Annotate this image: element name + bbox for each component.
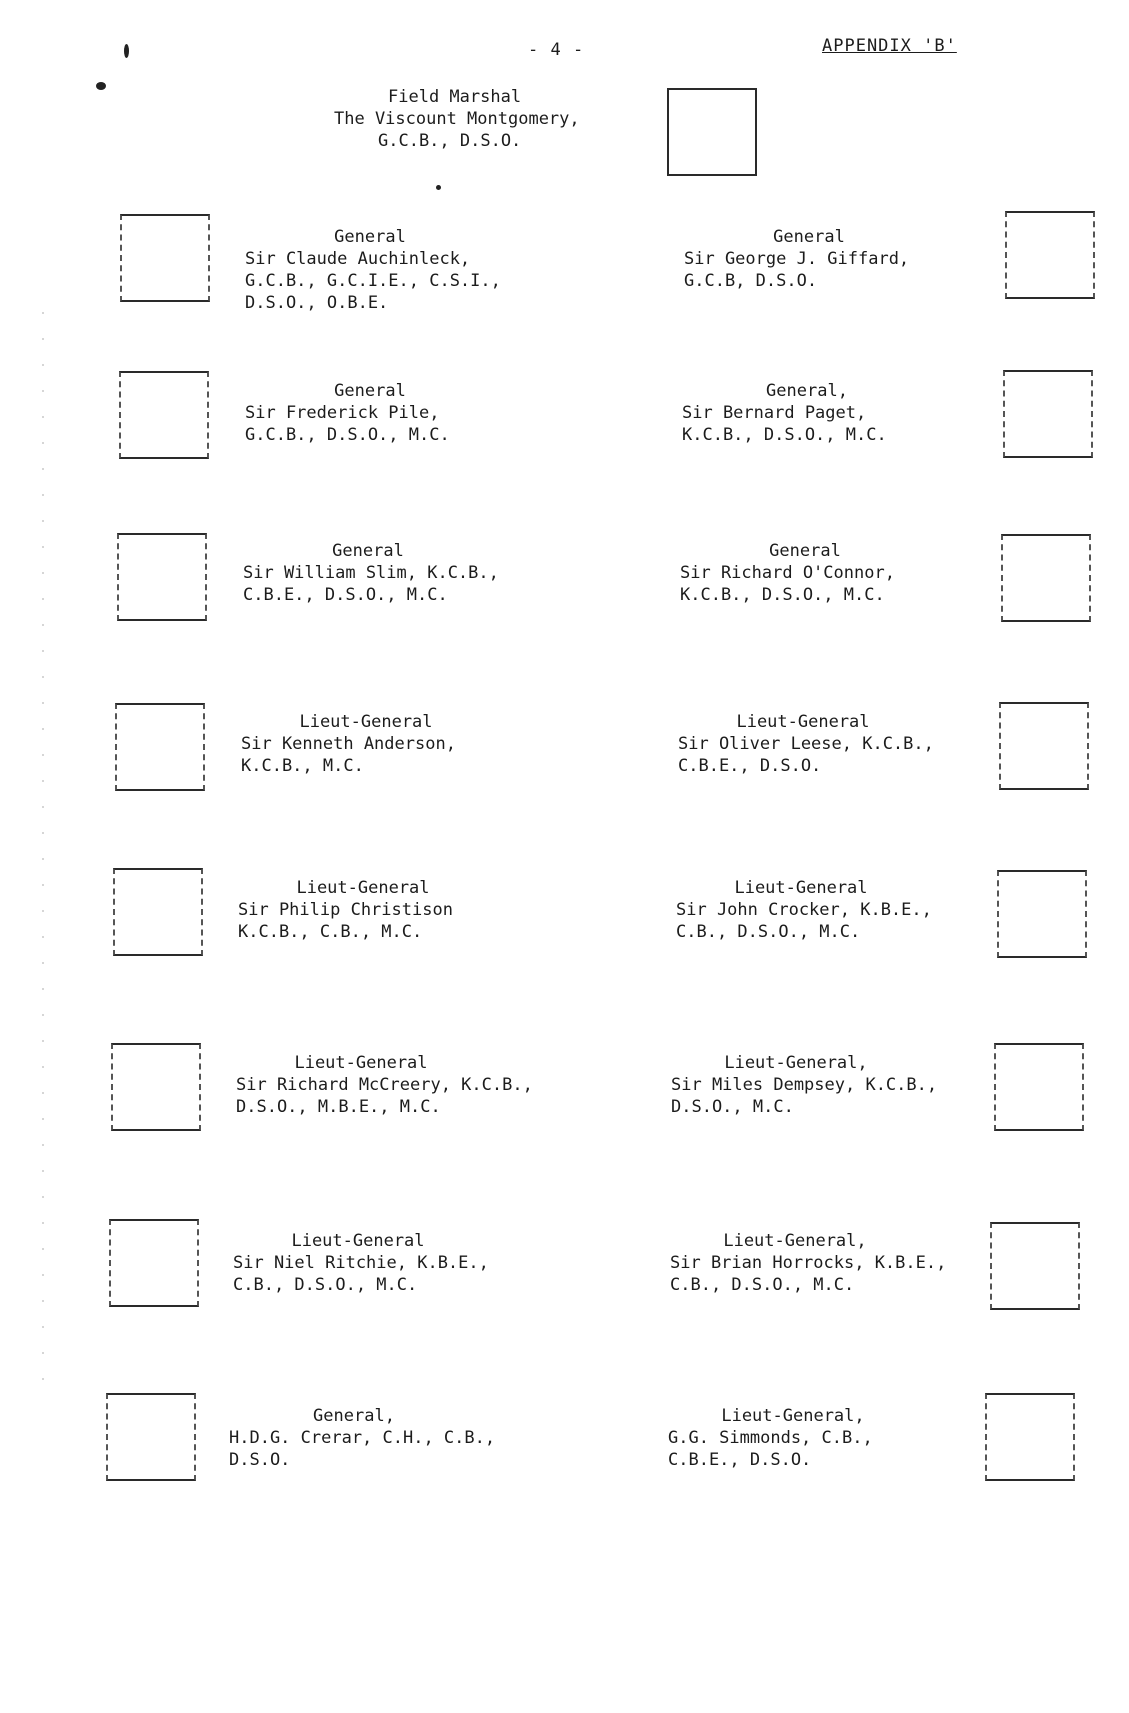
signature-box	[999, 702, 1089, 790]
signatory-honours: D.S.O., M.B.E., M.C.	[236, 1097, 441, 1117]
signatory-rank: General,	[313, 1406, 395, 1426]
signatory-entry	[229, 1405, 539, 1471]
signatory-entry	[684, 226, 994, 292]
signatory-name: Sir Claude Auchinleck,	[245, 249, 471, 269]
signatory-honours: K.C.B., D.S.O., M.C.	[682, 425, 887, 445]
signatory-rank: Lieut-General	[299, 712, 433, 732]
signature-box	[117, 533, 207, 621]
signatory-honours: C.B., D.S.O., M.C.	[233, 1275, 418, 1295]
signatory-honours: G.C.B., D.S.O., M.C.	[245, 425, 450, 445]
signature-box	[119, 371, 209, 459]
signatory-rank: Lieut-General,	[723, 1231, 867, 1251]
signatory-honours: C.B., D.S.O., M.C.	[670, 1275, 855, 1295]
signatory-rank: General	[334, 227, 406, 247]
page-number: - 4 -	[528, 40, 585, 60]
signatory-rank: Lieut-General,	[721, 1406, 865, 1426]
signatory-name: Sir Richard McCreery, K.C.B.,	[236, 1075, 533, 1095]
signature-box	[994, 1043, 1084, 1131]
signature-box	[1003, 370, 1093, 458]
signatory-name: Sir Oliver Leese, K.C.B.,	[678, 734, 934, 754]
ink-mark	[124, 44, 129, 58]
signatory-honours: C.B.E., D.S.O.	[678, 756, 822, 776]
signatory-honours: C.B.E., D.S.O.	[668, 1450, 812, 1470]
signatory-honours: K.C.B., M.C.	[241, 756, 364, 776]
signature-box	[109, 1219, 199, 1307]
signatory-honours: D.S.O., M.C.	[671, 1097, 794, 1117]
signatory-entry	[233, 1230, 543, 1296]
signatory-name: Sir Frederick Pile,	[245, 403, 440, 423]
signatory-rank: Field Marshal	[388, 87, 522, 107]
signatory-entry	[245, 226, 555, 314]
signatory-entry	[682, 380, 992, 446]
signatory-name: H.D.G. Crerar, C.H., C.B.,	[229, 1428, 496, 1448]
signatory-name: Sir Bernard Paget,	[682, 403, 867, 423]
signatory-honours: G.C.B., G.C.I.E., C.S.I.,	[245, 271, 501, 291]
signatory-name: G.G. Simmonds, C.B.,	[668, 1428, 873, 1448]
signatory-entry	[668, 1405, 978, 1471]
signatory-rank: Lieut-General	[291, 1231, 425, 1251]
signatory-name: Sir Kenneth Anderson,	[241, 734, 456, 754]
signatory-entry	[243, 540, 553, 606]
signature-box	[1005, 211, 1095, 299]
signatory-honours: C.B.E., D.S.O., M.C.	[243, 585, 448, 605]
signature-box	[120, 214, 210, 302]
signatory-entry	[678, 711, 988, 777]
signatory-honours: G.C.B., D.S.O.	[378, 131, 522, 151]
signatory-name: Sir William Slim, K.C.B.,	[243, 563, 499, 583]
signatory-entry	[671, 1052, 981, 1118]
signatory-rank: General	[769, 541, 841, 561]
signatory-rank: General	[334, 381, 406, 401]
signature-box	[667, 88, 757, 176]
signature-box	[115, 703, 205, 791]
signature-box	[106, 1393, 196, 1481]
signatory-entry	[236, 1052, 546, 1118]
signatory-rank: Lieut-General	[296, 878, 430, 898]
ink-mark	[436, 185, 441, 190]
signatory-rank: Lieut-General	[736, 712, 870, 732]
signatory-rank: General	[332, 541, 404, 561]
signatory-rank: Lieut-General	[734, 878, 868, 898]
signatory-entry	[238, 877, 548, 943]
signatory-honours: K.C.B., C.B., M.C.	[238, 922, 423, 942]
signatory-honours: D.S.O., O.B.E.	[245, 293, 389, 313]
signatory-name: Sir George J. Giffard,	[684, 249, 910, 269]
appendix-label: APPENDIX 'B'	[822, 36, 957, 56]
signatory-name: The Viscount Montgomery,	[334, 109, 580, 129]
signatory-name: Sir Niel Ritchie, K.B.E.,	[233, 1253, 489, 1273]
signature-box	[111, 1043, 201, 1131]
signatory-name: Sir Philip Christison	[238, 900, 453, 920]
signatory-name: Sir Miles Dempsey, K.C.B.,	[671, 1075, 938, 1095]
signatory-honours: G.C.B, D.S.O.	[684, 271, 818, 291]
signatory-name: Sir John Crocker, K.B.E.,	[676, 900, 932, 920]
signature-box	[1001, 534, 1091, 622]
signatory-name: Sir Brian Horrocks, K.B.E.,	[670, 1253, 947, 1273]
signatory-honours: D.S.O.	[229, 1450, 291, 1470]
signatory-entry	[245, 380, 555, 446]
signatory-name: Sir Richard O'Connor,	[680, 563, 895, 583]
signatory-rank: General,	[766, 381, 848, 401]
signature-box	[113, 868, 203, 956]
signatory-rank: General	[773, 227, 845, 247]
signatory-entry	[680, 540, 990, 606]
signature-box	[985, 1393, 1075, 1481]
signatory-honours: K.C.B., D.S.O., M.C.	[680, 585, 885, 605]
signatory-honours: C.B., D.S.O., M.C.	[676, 922, 861, 942]
signatory-entry	[334, 86, 644, 152]
signatory-entry	[241, 711, 551, 777]
signature-box	[990, 1222, 1080, 1310]
signatory-entry	[676, 877, 986, 943]
signatory-rank: Lieut-General,	[724, 1053, 868, 1073]
scan-margin-specks	[38, 300, 48, 1400]
signatory-rank: Lieut-General	[294, 1053, 428, 1073]
signature-box	[997, 870, 1087, 958]
signatory-entry	[670, 1230, 980, 1296]
ink-mark	[96, 82, 106, 90]
